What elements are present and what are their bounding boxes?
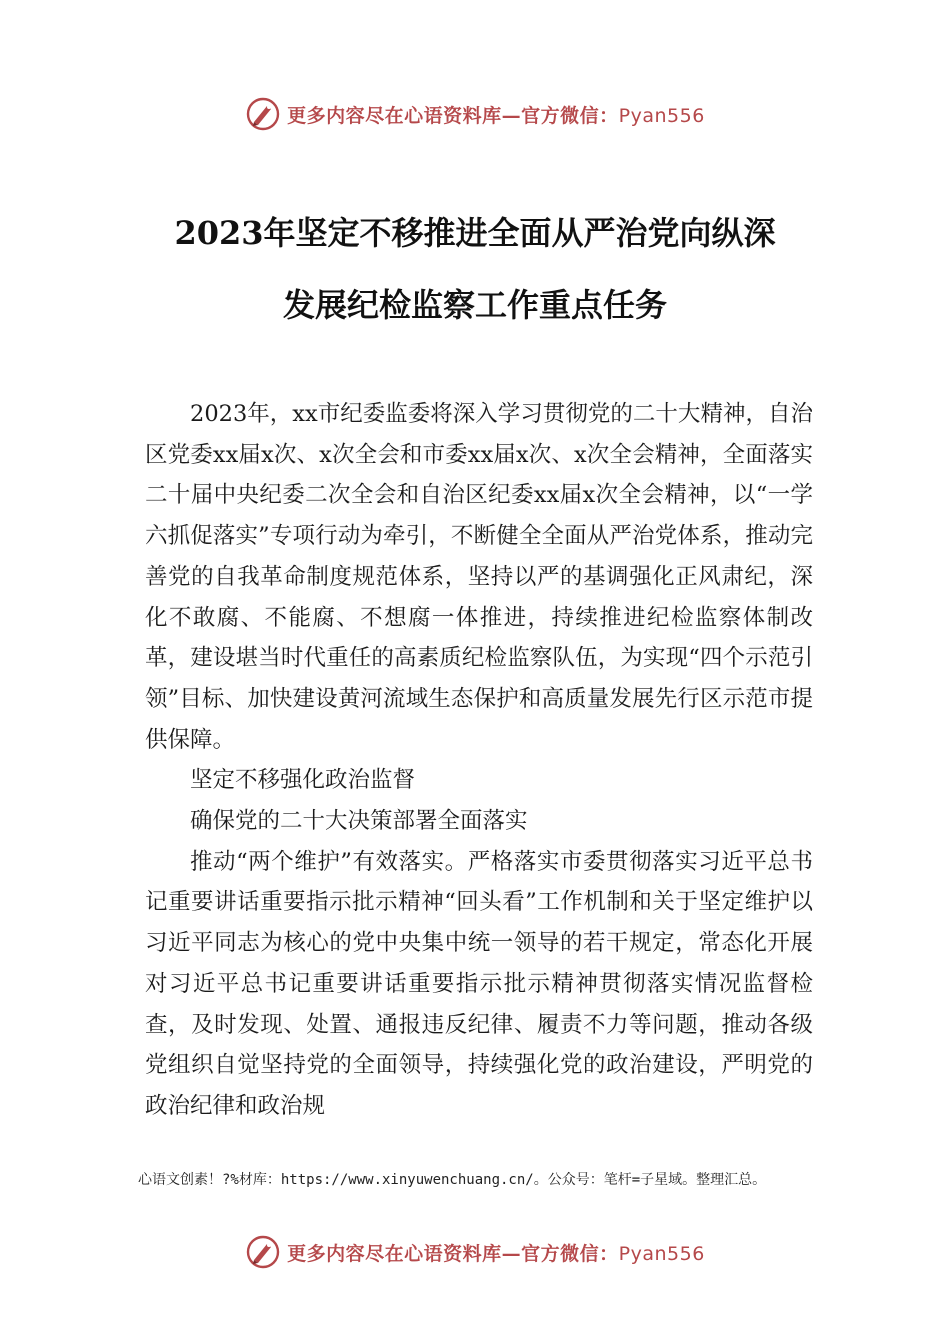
banner-text <box>287 1239 705 1266</box>
body-paragraph: 推动“两个维护”有效落实。严格落实市委贯彻落实习近平总书记重要讲话重要指示批示精神“回头看”工作机制和关于坚定维护以习近平同志为核心的党中央集中统一领导的若干规定，常态化开展对习近平总书记重要讲话重要指示批示精神贯彻落实情况监督检查，及时发现、处置、通报违反纪律、履责不力等问题，推动各级党组织自觉坚持党的全面领导，持续强化党的政治建设，严明党的政治纪律和政治规 <box>145 848 813 1119</box>
header-banner <box>0 94 950 134</box>
document-title-line-1: 2023年坚定不移推进全面从严治党向纵深 <box>174 214 776 252</box>
pen-logo-icon <box>245 1234 281 1270</box>
footer-note: 心语文创素！?%材库：https://www.xinyuwenchuang.cn/。公众号：笔杆=子星域。整理汇总。 <box>138 1172 767 1188</box>
banner-text-cn: 更多内容尽在心语资料库—官方微信： <box>287 1242 619 1265</box>
pen-logo-icon <box>245 96 281 132</box>
subsection-heading: 确保党的二十大决策部署全面落实 <box>190 808 528 835</box>
section-heading: 坚定不移强化政治监督 <box>190 767 416 794</box>
banner-wechat-id: Pyan556 <box>618 104 705 127</box>
document-body <box>145 394 813 1127</box>
banner-text-cn: 更多内容尽在心语资料库—官方微信： <box>287 104 619 127</box>
banner-wechat-id: Pyan556 <box>618 1242 705 1265</box>
document-title-line-2: 发展纪检监察工作重点任务 <box>282 286 667 324</box>
banner-text <box>287 101 705 128</box>
footer-banner <box>0 1232 950 1272</box>
intro-paragraph: 2023年，xx市纪委监委将深入学习贯彻党的二十大精神，自治区党委xx届x次、x次全会和市委xx届x次、x次全会精神，全面落实二十届中央纪委二次全会和自治区纪委xx届x次全会精神，以“一学六抓促落实”专项行动为牵引，不断健全全面从严治党体系，推动完善党的自我革命制度规范体系，坚持以严的基调强化正风肃纪，深化不敢腐、不能腐、不想腐一体推进，持续推进纪检监察体制改革，建设堪当时代重任的高素质纪检监察队伍，为实现“四个示范引领”目标、加快建设黄河流域生态保护和高质量发展先行区示范市提供保障。 <box>145 401 813 753</box>
